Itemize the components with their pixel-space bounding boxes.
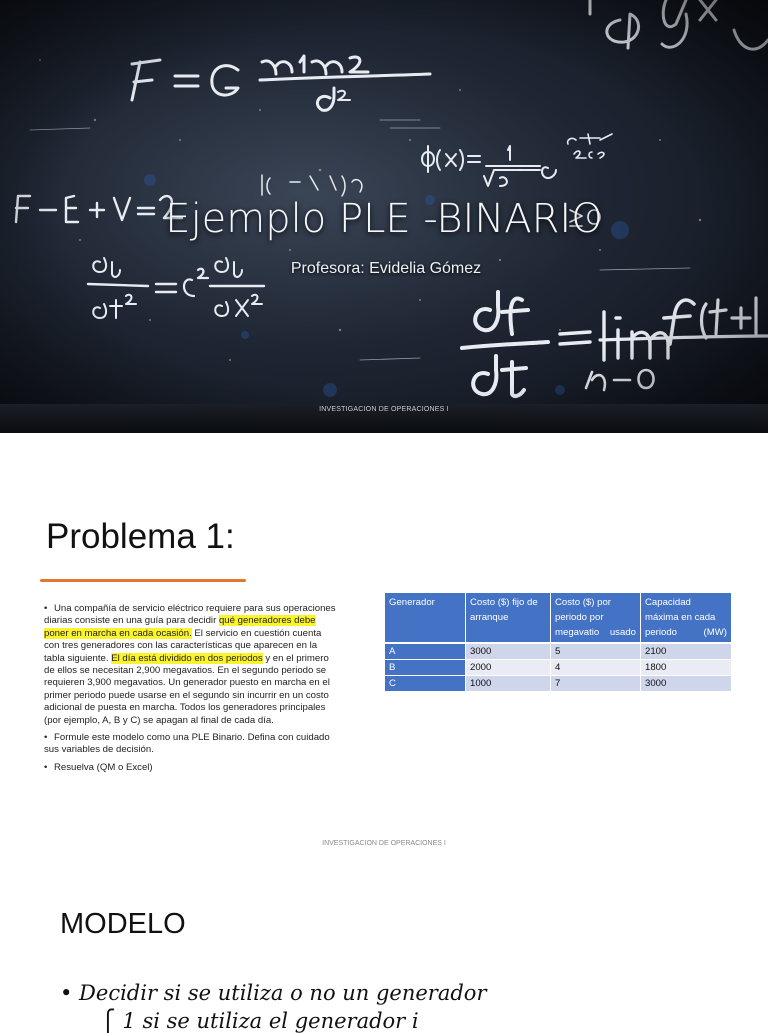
problem-slide xyxy=(0,433,768,865)
problem-paragraph: • Una compañía de servicio eléctrico requiere para sus operaciones diarias consiste en una guía para decidir qué generadores debe poner en marcha en cada ocasión. El servicio en cuestión cuenta con tres generadores con las características que aparecen en la tabla siguiente. El día está dividido en dos periodos y en el primero de ellos se necesitan 2,900 megavatios. En el segundo periodo se requieren 3,900 megavatios. Un generador puesto en marcha en el primer periodo puede usarse en el segundo sin incurrir en un costo adicional de puesta en marcha. Todos los generadores principales (por ejemplo, A, B y C) se apagan al final de cada día. xyxy=(44,603,336,726)
column-header: Costo ($) por periodo por megavatio usado xyxy=(551,593,641,643)
slide-subtitle: Profesora: Evidelia Gómez xyxy=(290,260,482,277)
bullet-icon: • xyxy=(44,603,48,614)
instruction-paragraph: • Formule este modelo como una PLE Binario. Defina con cuidado sus variables de decisión. xyxy=(44,732,330,756)
column-header: Costo ($) fijo de arranque xyxy=(466,593,551,643)
highlighted-text: El día está dividido en dos periodos xyxy=(111,652,263,664)
bullet-icon: • xyxy=(44,732,48,744)
instruction-paragraph: • Resuelva (QM o Excel) xyxy=(44,761,153,773)
table-row: C 1000 7 3000 xyxy=(385,676,732,692)
model-formula: ⎧ 1 si se utiliza el generador i xyxy=(100,1009,419,1033)
problem-text xyxy=(44,603,336,779)
title-slide xyxy=(0,0,768,433)
table-header-row xyxy=(385,593,732,643)
column-header: Generador xyxy=(385,593,466,643)
column-header: Capacidad máxima en cada periodo (MW) xyxy=(641,593,732,643)
table-row: A 3000 5 2100 xyxy=(385,643,732,660)
bullet-icon: • xyxy=(44,761,48,773)
slide-title: Problema 1: xyxy=(46,517,235,556)
slide-title: MODELO xyxy=(60,908,186,940)
slide-footer: INVESTIGACION DE OPERACIONES I xyxy=(319,406,449,413)
slide-footer: INVESTIGACION DE OPERACIONES I xyxy=(322,840,446,847)
model-bullet: • Decidir si se utiliza o no un generador xyxy=(60,981,487,1005)
slide-title: Ejemplo PLE -BINARIO xyxy=(165,196,603,242)
generators-table xyxy=(385,593,732,692)
highlighted-text: qué generadores debe poner en marcha en cada ocasión. xyxy=(44,615,316,639)
table-row: B 2000 4 1800 xyxy=(385,660,732,676)
accent-rule xyxy=(40,579,246,582)
model-slide xyxy=(0,865,768,1033)
